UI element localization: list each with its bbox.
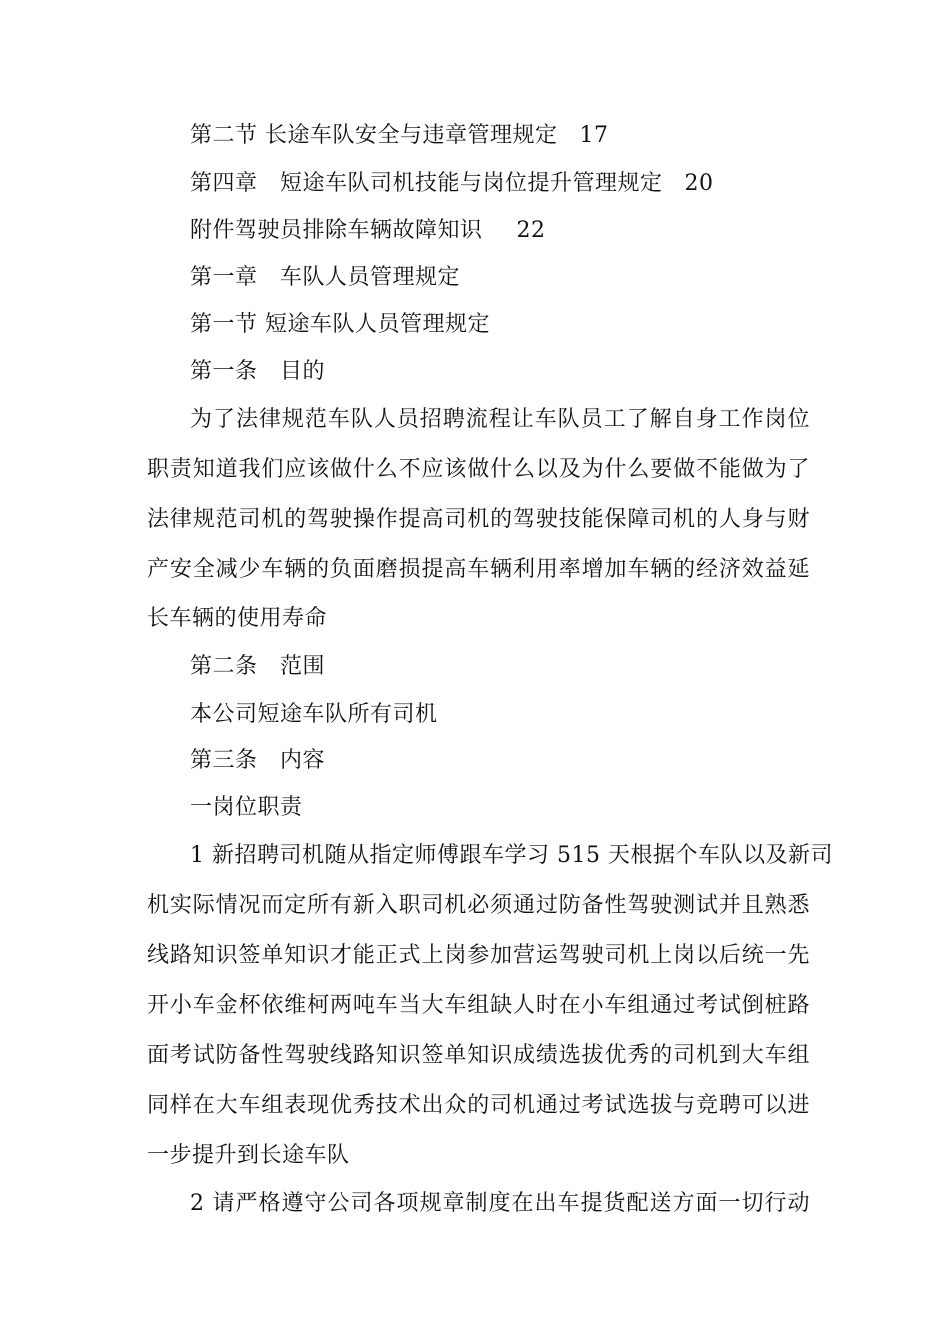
toc-entry-page: 17 [579, 123, 609, 148]
paragraph-line: 产安全减少车辆的负面磨损提高车辆利用率增加车辆的经济效益延 [147, 557, 810, 582]
paragraph-line: 开小车金杯依维柯两吨车当大车组缺人时在小车组通过考试倒桩路 [147, 993, 810, 1018]
paragraph-line: 为了法律规范车队人员招聘流程让车队员工了解自身工作岗位 [190, 407, 810, 432]
toc-entry-page: 20 [684, 171, 714, 196]
toc-entry-title: 第四章 短途车队司机技能与岗位提升管理规定 [190, 171, 663, 196]
paragraph-line: 职责知道我们应该做什么不应该做什么以及为什么要做不能做为了 [147, 457, 810, 482]
article-heading: 第二条 范围 [190, 654, 326, 679]
paragraph-line: 长车辆的使用寿命 [147, 606, 328, 631]
paragraph-line: 面考试防备性驾驶线路知识签单知识成绩选拔优秀的司机到大车组 [147, 1043, 810, 1068]
paragraph-line: 机实际情况而定所有新入职司机必须通过防备性驾驶测试并且熟悉 [147, 893, 810, 918]
section-heading: 第一节 短途车队人员管理规定 [190, 312, 490, 337]
paragraph-line: 法律规范司机的驾驶操作提高司机的驾驶技能保障司机的人身与财 [147, 507, 810, 532]
toc-entry-title: 第二节 长途车队安全与违章管理规定 [190, 123, 558, 148]
paragraph-line: 同样在大车组表现优秀技术出众的司机通过考试选拔与竞聘可以进 [147, 1093, 810, 1118]
paragraph-line: 线路知识签单知识才能正式上岗参加营运驾驶司机上岗以后统一先 [147, 943, 810, 968]
toc-entry [190, 121, 609, 151]
paragraph-line: 一步提升到长途车队 [147, 1143, 350, 1168]
paragraph-line: 2 请严格遵守公司各项规章制度在出车提货配送方面一切行动 [190, 1191, 810, 1216]
toc-entry [190, 216, 546, 246]
article-heading: 第三条 内容 [190, 748, 326, 773]
paragraph-line: 本公司短途车队所有司机 [190, 702, 438, 727]
toc-entry-page: 22 [516, 218, 546, 243]
paragraph-line: 1 新招聘司机随从指定师傅跟车学习 515 天根据个车队以及新司 [190, 843, 833, 868]
toc-entry [190, 169, 714, 199]
article-heading: 第一条 目的 [190, 359, 326, 384]
toc-entry-title: 附件驾驶员排除车辆故障知识 [190, 218, 483, 243]
subheading: 一岗位职责 [190, 795, 303, 820]
chapter-heading: 第一章 车队人员管理规定 [190, 265, 461, 290]
